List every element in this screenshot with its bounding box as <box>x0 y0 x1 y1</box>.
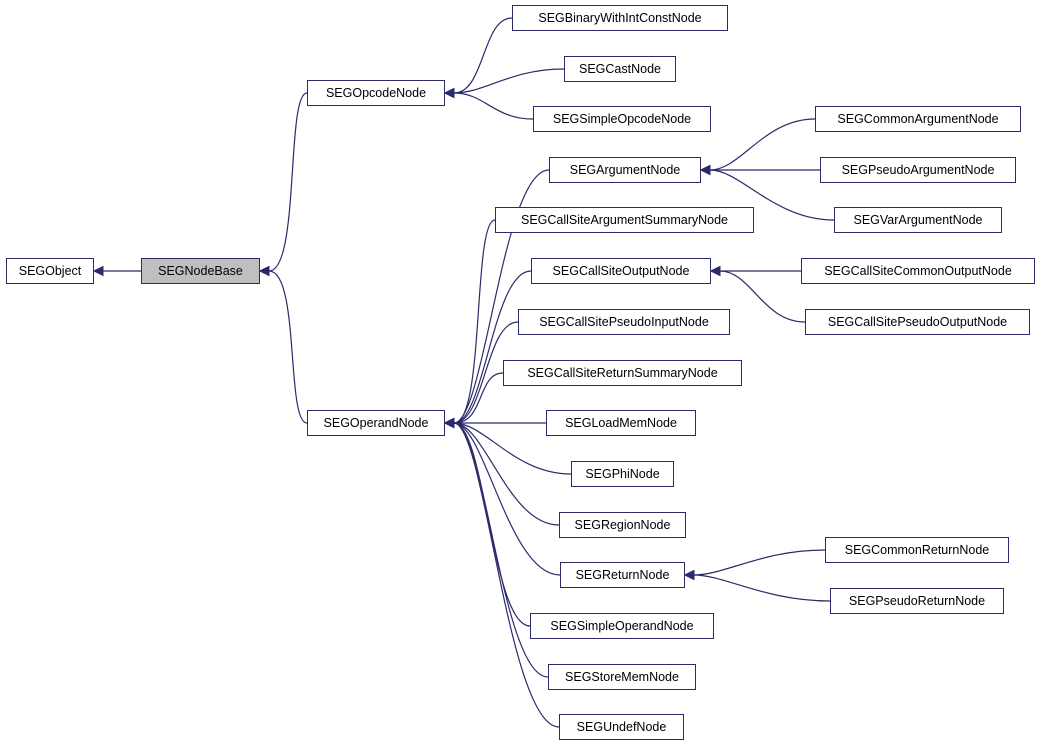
class-node-segvarargumentnode[interactable] <box>834 207 1002 233</box>
class-node-segopcodenode[interactable] <box>307 80 445 106</box>
inheritance-edge <box>454 271 531 423</box>
class-node-label: SEGCastNode <box>579 61 661 76</box>
class-node-label: SEGCommonArgumentNode <box>837 111 999 126</box>
class-node-segundefnode[interactable] <box>559 714 684 740</box>
class-node-label: SEGPhiNode <box>585 466 660 481</box>
class-node-segsimpleopcodenode[interactable] <box>533 106 711 132</box>
class-node-label: SEGSimpleOperandNode <box>550 618 694 633</box>
class-node-segcallsiteoutputnode[interactable] <box>531 258 711 284</box>
class-node-label: SEGVarArgumentNode <box>853 212 983 227</box>
class-node-segreturnnode[interactable] <box>560 562 685 588</box>
inheritance-edge <box>454 423 559 525</box>
class-node-segbinarywithintconstnode[interactable] <box>512 5 728 31</box>
class-node-label: SEGStoreMemNode <box>565 669 679 684</box>
inheritance-edge <box>454 93 533 119</box>
class-node-segcastnode[interactable] <box>564 56 676 82</box>
class-node-label: SEGUndefNode <box>576 719 667 734</box>
class-node-segregionnode[interactable] <box>559 512 686 538</box>
class-node-segsimpleoperandnode[interactable] <box>530 613 714 639</box>
class-node-label: SEGArgumentNode <box>569 162 681 177</box>
class-node-segcallsitepseudooutputnode[interactable] <box>805 309 1030 335</box>
class-node-segpseudoreturnnode[interactable] <box>830 588 1004 614</box>
inheritance-edge <box>454 423 530 626</box>
class-node-segobject[interactable] <box>6 258 94 284</box>
class-node-label: SEGCallSiteReturnSummaryNode <box>527 365 718 380</box>
class-node-segoperandnode[interactable] <box>307 410 445 436</box>
inheritance-edge <box>694 550 825 575</box>
class-node-segcallsitecommonoutputnode[interactable] <box>801 258 1035 284</box>
class-node-label: SEGCallSiteCommonOutputNode <box>824 263 1012 278</box>
class-node-segphinode[interactable] <box>571 461 674 487</box>
class-node-segpseudoargumentnode[interactable] <box>820 157 1016 183</box>
class-node-label: SEGObject <box>18 263 82 278</box>
class-node-segstorememnode[interactable] <box>548 664 696 690</box>
class-node-label: SEGBinaryWithIntConstNode <box>538 10 702 25</box>
class-node-label: SEGReturnNode <box>575 567 670 582</box>
class-node-segnodebase[interactable] <box>141 258 260 284</box>
class-node-label: SEGCallSitePseudoInputNode <box>539 314 709 329</box>
inheritance-edge <box>454 18 512 93</box>
class-node-segcallsiteargumentsummarynode[interactable] <box>495 207 754 233</box>
class-node-segargumentnode[interactable] <box>549 157 701 183</box>
class-node-label: SEGRegionNode <box>574 517 671 532</box>
class-node-segcommonargumentnode[interactable] <box>815 106 1021 132</box>
class-node-label: SEGSimpleOpcodeNode <box>552 111 692 126</box>
class-node-label: SEGCallSiteArgumentSummaryNode <box>520 212 729 227</box>
inheritance-edge <box>710 119 815 170</box>
class-node-label: SEGLoadMemNode <box>565 415 677 430</box>
inheritance-edge <box>694 575 830 601</box>
class-node-label: SEGCallSitePseudoOutputNode <box>827 314 1008 329</box>
class-node-label: SEGOpcodeNode <box>325 85 427 100</box>
class-node-label: SEGPseudoArgumentNode <box>841 162 995 177</box>
class-node-label: SEGPseudoReturnNode <box>848 593 986 608</box>
inheritance-edge <box>269 271 307 423</box>
inheritance-edge <box>269 93 307 271</box>
class-node-segcallsitereturnsummarynode[interactable] <box>503 360 742 386</box>
inheritance-edge <box>454 423 559 727</box>
inheritance-edge <box>454 220 495 423</box>
class-node-segcallsitepseudoinputnode[interactable] <box>518 309 730 335</box>
class-node-segloadmemnode[interactable] <box>546 410 696 436</box>
class-node-segcommonreturnnode[interactable] <box>825 537 1009 563</box>
class-node-label: SEGOperandNode <box>323 415 429 430</box>
inheritance-edge <box>454 373 503 423</box>
class-node-label: SEGCommonReturnNode <box>844 542 990 557</box>
class-node-label: SEGCallSiteOutputNode <box>552 263 690 278</box>
inheritance-edge <box>454 69 564 93</box>
class-node-label: SEGNodeBase <box>158 263 243 278</box>
inheritance-edge <box>720 271 805 322</box>
